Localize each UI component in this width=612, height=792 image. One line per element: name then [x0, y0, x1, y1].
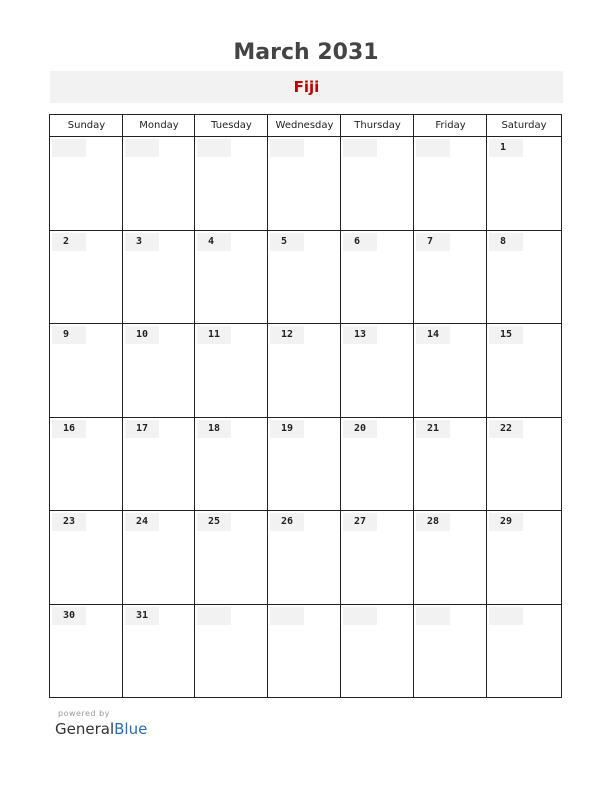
day-number: 6 [354, 235, 361, 247]
day-cell[interactable] [50, 511, 123, 605]
day-number-box [125, 607, 159, 625]
day-number-box [270, 607, 304, 625]
day-cell[interactable] [487, 324, 561, 418]
day-cell[interactable] [50, 231, 123, 325]
day-cell[interactable] [487, 231, 561, 325]
empty-day-cell [341, 137, 414, 231]
day-number-box [197, 607, 231, 625]
day-number: 21 [427, 422, 440, 434]
day-number: 18 [208, 422, 221, 434]
day-number-box [52, 139, 86, 157]
day-number-box [197, 420, 231, 438]
day-number-box [343, 607, 377, 625]
day-number: 23 [63, 516, 76, 527]
day-number: 9 [63, 329, 70, 340]
day-number: 13 [354, 329, 367, 340]
day-cell[interactable] [268, 324, 341, 418]
day-cell[interactable] [268, 231, 341, 325]
empty-day-cell [268, 605, 341, 699]
day-number-box [197, 513, 231, 531]
day-number: 24 [136, 516, 149, 527]
day-number: 3 [136, 235, 143, 247]
generalblue-logo[interactable] [55, 720, 147, 738]
day-cell[interactable] [123, 418, 195, 512]
day-number: 17 [136, 422, 149, 434]
day-cell[interactable] [341, 418, 414, 512]
day-number-box [270, 513, 304, 531]
empty-day-cell [50, 137, 123, 231]
empty-day-cell [414, 605, 487, 699]
day-number-box [489, 513, 523, 531]
country-banner [50, 71, 563, 103]
day-number-box [343, 513, 377, 531]
day-cell[interactable] [50, 605, 123, 699]
powered-by-label: powered by [58, 709, 110, 718]
day-cell[interactable] [123, 605, 195, 699]
day-number-box [489, 139, 523, 157]
day-cell[interactable] [414, 231, 487, 325]
day-cell[interactable] [195, 418, 268, 512]
empty-day-cell [487, 605, 561, 699]
brand-blue-text: Blue [114, 720, 148, 738]
day-number: 4 [208, 235, 215, 247]
day-cell[interactable] [195, 231, 268, 325]
calendar-grid [49, 114, 562, 698]
day-cell[interactable] [341, 231, 414, 325]
empty-day-cell [195, 605, 268, 699]
weekday-header-saturday: Saturday [501, 120, 547, 131]
day-number-box [343, 233, 377, 251]
day-number: 20 [354, 422, 367, 434]
day-number-box [343, 420, 377, 438]
weekday-header-friday: Friday [435, 120, 466, 131]
day-number-box [52, 326, 86, 344]
day-cell[interactable] [341, 511, 414, 605]
day-number-box [270, 233, 304, 251]
weekday-header-monday: Monday [139, 120, 179, 131]
day-number-box [52, 233, 86, 251]
day-cell[interactable] [50, 418, 123, 512]
day-cell[interactable] [50, 324, 123, 418]
day-number: 22 [500, 422, 513, 434]
day-number: 11 [208, 329, 221, 340]
day-cell[interactable] [414, 418, 487, 512]
day-number: 27 [354, 516, 367, 527]
day-number: 5 [281, 235, 288, 247]
weekday-header-thursday: Thursday [354, 120, 401, 131]
day-cell[interactable] [123, 511, 195, 605]
day-number-box [343, 326, 377, 344]
day-number: 7 [427, 235, 434, 247]
day-number-box [416, 326, 450, 344]
day-number-box [52, 513, 86, 531]
day-number: 10 [136, 329, 149, 340]
day-number-box [270, 420, 304, 438]
day-number: 2 [63, 235, 70, 247]
day-cell[interactable] [123, 231, 195, 325]
day-number: 12 [281, 329, 294, 340]
day-number: 30 [63, 609, 76, 621]
day-number-box [125, 233, 159, 251]
day-number: 31 [136, 609, 149, 621]
day-number-box [125, 513, 159, 531]
day-number-box [197, 139, 231, 157]
day-cell[interactable] [487, 137, 561, 231]
day-number-box [270, 326, 304, 344]
empty-day-cell [268, 137, 341, 231]
day-cell[interactable] [414, 511, 487, 605]
day-cell[interactable] [487, 418, 561, 512]
day-number: 15 [500, 329, 513, 340]
day-number-box [489, 607, 523, 625]
weekday-header-row [50, 115, 561, 137]
day-number: 19 [281, 422, 294, 434]
day-cell[interactable] [414, 324, 487, 418]
day-number-box [489, 326, 523, 344]
empty-day-cell [341, 605, 414, 699]
day-number-box [270, 139, 304, 157]
day-number: 14 [427, 329, 440, 340]
day-number: 8 [500, 235, 507, 247]
calendar-title: March 2031 [233, 40, 379, 65]
day-number-box [416, 233, 450, 251]
day-number: 25 [208, 516, 221, 527]
day-number: 26 [281, 516, 294, 527]
weekday-header-sunday: Sunday [67, 120, 106, 131]
day-number-box [125, 139, 159, 157]
day-number: 28 [427, 516, 440, 527]
day-number-box [52, 607, 86, 625]
day-number-box [416, 139, 450, 157]
day-cell[interactable] [195, 324, 268, 418]
day-number-box [125, 326, 159, 344]
day-cell[interactable] [487, 511, 561, 605]
day-number-box [489, 420, 523, 438]
day-cell[interactable] [341, 324, 414, 418]
day-number-box [489, 233, 523, 251]
brand-general-text: General [55, 720, 115, 738]
day-number: 16 [63, 422, 76, 434]
weekday-header-tuesday: Tuesday [211, 120, 252, 131]
day-cell[interactable] [268, 511, 341, 605]
country-name: Fiji [293, 78, 320, 96]
empty-day-cell [414, 137, 487, 231]
day-cell[interactable] [123, 324, 195, 418]
day-cell[interactable] [195, 511, 268, 605]
weekday-header-wednesday: Wednesday [275, 120, 334, 131]
day-number-box [416, 420, 450, 438]
day-number: 29 [500, 516, 513, 527]
day-number-box [343, 139, 377, 157]
empty-day-cell [123, 137, 195, 231]
day-number: 1 [500, 142, 507, 153]
empty-day-cell [195, 137, 268, 231]
day-number-box [416, 607, 450, 625]
day-cell[interactable] [268, 418, 341, 512]
day-number-box [416, 513, 450, 531]
day-number-box [125, 420, 159, 438]
day-number-box [197, 233, 231, 251]
day-number-box [52, 420, 86, 438]
day-number-box [197, 326, 231, 344]
